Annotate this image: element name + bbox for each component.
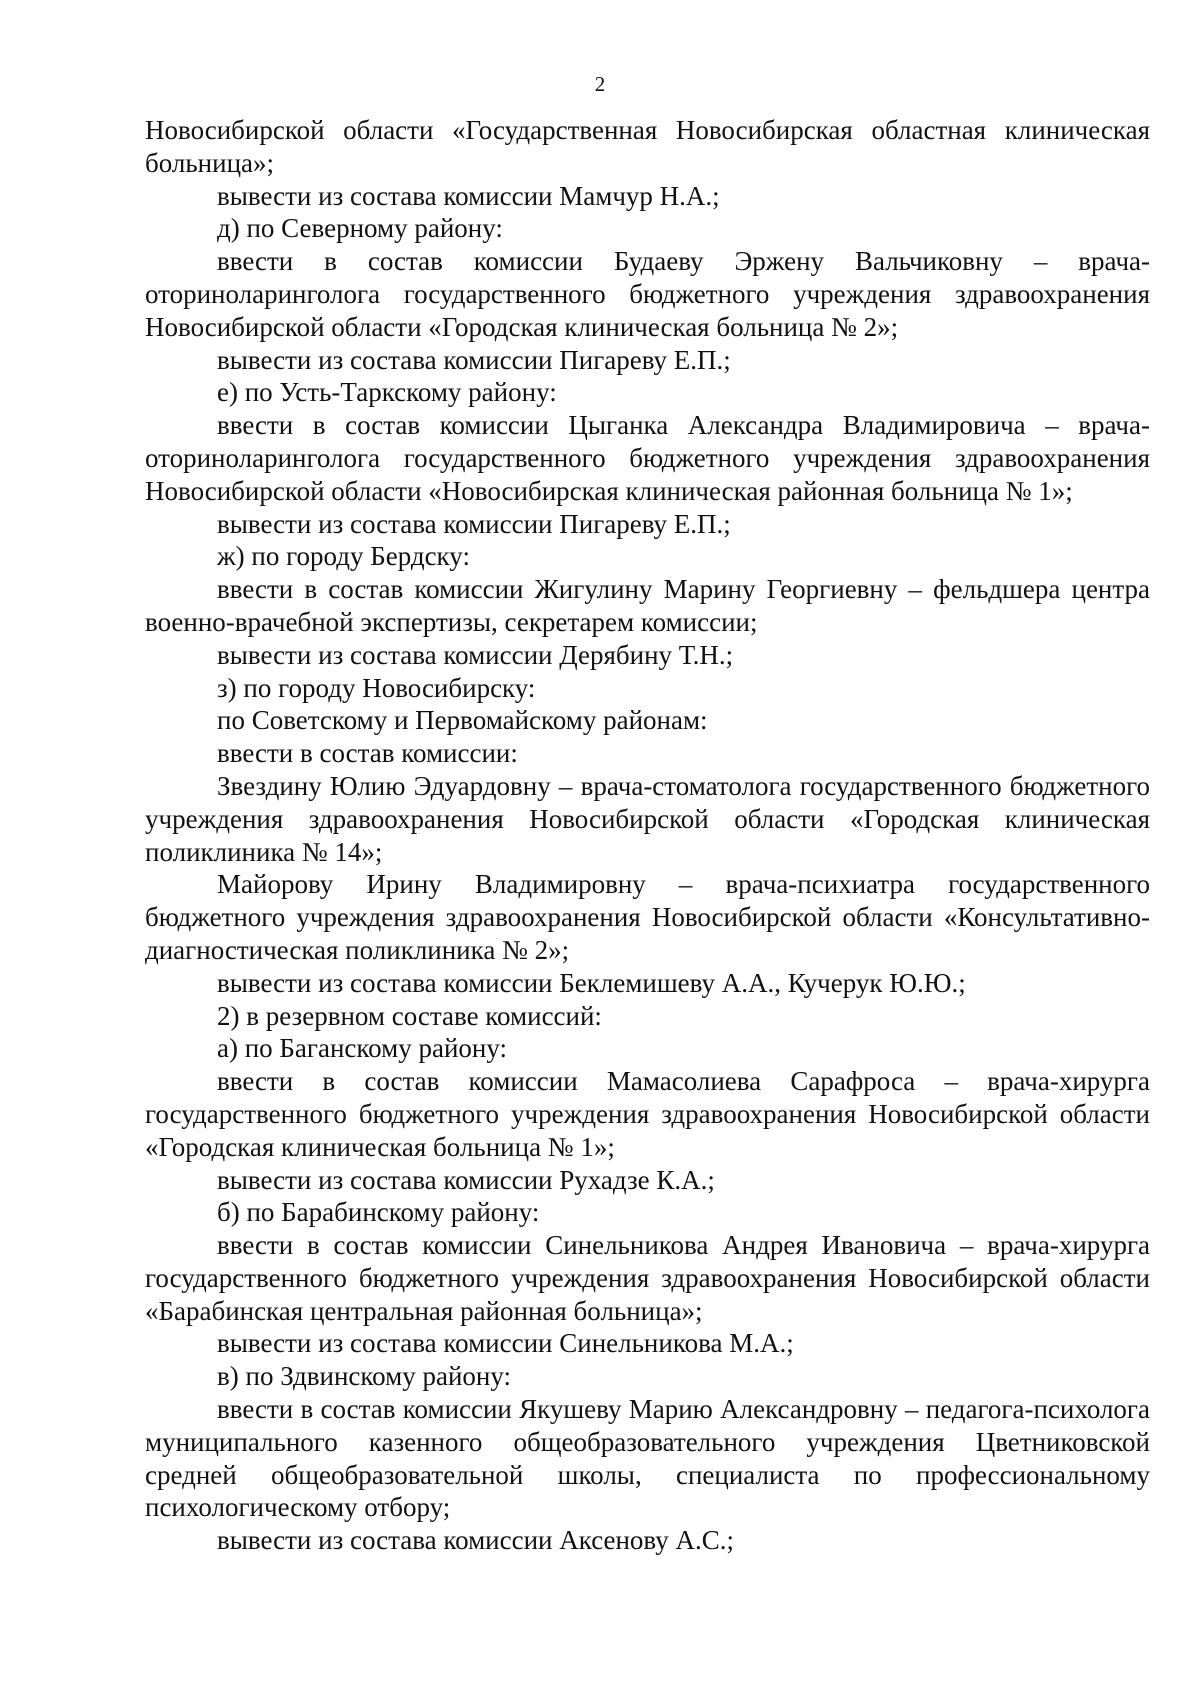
paragraph: вывести из состава комиссии Синельникова М.А.; (217, 1328, 794, 1359)
paragraph: ввести в состав комиссии Мамасолиева Сарафроса – врача-хирурга государственного бюджетного учреждения здравоохранения Новосибирской области «Городская клиническая больница № 1»; (145, 1066, 1150, 1162)
paragraph: а) по Баганскому району: (217, 1033, 507, 1064)
paragraph: Звездину Юлию Эдуардовну – врача-стоматолога государственного бюджетного учреждения здравоохранения Новосибирской области «Городская клиническая поликлиника № 14»; (145, 770, 1150, 867)
paragraph: ввести в состав комиссии: (217, 738, 518, 769)
paragraph: вывести из состава комиссии Пигареву Е.П.; (217, 508, 731, 539)
paragraph: ввести в состав комиссии Жигулину Марину Георгиевну – фельдшера центра военно-врачебной экспертизы, секретарем комиссии; (145, 574, 1150, 637)
paragraph: 2) в резервном составе комиссий: (217, 1000, 602, 1031)
paragraph: ввести в состав комиссии Якушеву Марию Александровну – педагога-психолога муниципального казенного общеобразовательного учреждения Цветниковской средней общеобразовательной школы, специалиста по профессиональному психологическому отбору; (145, 1394, 1150, 1523)
paragraph: Майорову Ирину Владимировну – врача-психиатра государственного бюджетного учреждения здравоохранения Новосибирской области «Консультативно-диагностическая поликлиника № 2»; (145, 869, 1150, 965)
paragraph: по Советскому и Первомайскому районам: (217, 705, 708, 736)
paragraph: вывести из состава комиссии Рухадзе К.А.; (217, 1164, 715, 1195)
paragraph: вывести из состава комиссии Аксенову А.С.; (217, 1525, 735, 1556)
paragraph: ввести в состав комиссии Цыганка Александра Владимировича – врача-оториноларинголога государственного бюджетного учреждения здравоохранения Новосибирской области «Новосибирская клиническая районная больница № 1»; (145, 410, 1150, 506)
paragraph: вывести из состава комиссии Беклемишеву А.А., Кучерук Ю.Ю.; (217, 967, 966, 998)
paragraph: б) по Барабинскому району: (217, 1197, 540, 1228)
paragraph: вывести из состава комиссии Дерябину Т.Н.; (217, 639, 734, 670)
paragraph: в) по Здвинскому району: (217, 1361, 512, 1392)
paragraph: д) по Северному району: (217, 213, 503, 244)
paragraph: ж) по городу Бердску: (217, 541, 470, 572)
paragraph: вывести из состава комиссии Пигареву Е.П.; (217, 344, 731, 375)
paragraph: вывести из состава комиссии Мамчур Н.А.; (217, 180, 720, 211)
paragraph: ввести в состав комиссии Будаеву Эржену Вальчиковну – врача-оториноларинголога государственного бюджетного учреждения здравоохранения Новосибирской области «Городская клиническая больница № 2»; (145, 246, 1150, 342)
page-number: 2 (594, 72, 606, 96)
paragraph: з) по городу Новосибирску: (217, 672, 536, 703)
paragraph: Новосибирской области «Государственная Новосибирская областная клиническая больница»; (145, 115, 1150, 178)
paragraph: е) по Усть-Таркскому району: (217, 377, 557, 408)
paragraph: ввести в состав комиссии Синельникова Андрея Ивановича – врача-хирурга государственного бюджетного учреждения здравоохранения Новосибирской области «Барабинская центральная районная больница»; (145, 1230, 1150, 1326)
document-body (145, 114, 1150, 1557)
